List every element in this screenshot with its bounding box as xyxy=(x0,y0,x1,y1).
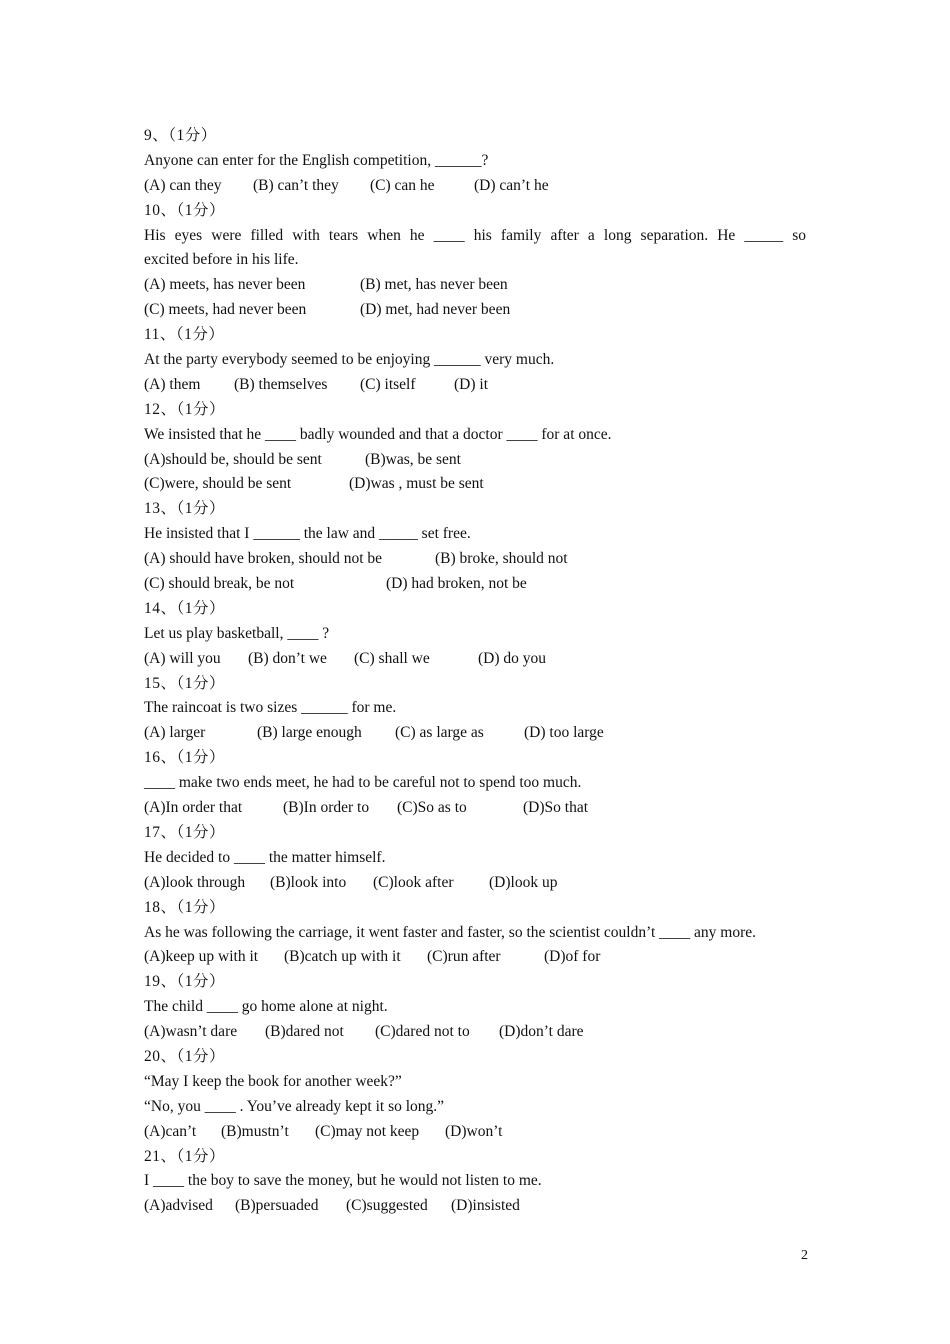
option-row xyxy=(144,1120,806,1145)
option-row xyxy=(144,547,806,572)
option-row xyxy=(144,647,806,672)
question-header: 15、（1分） xyxy=(144,674,226,692)
answer-option: (A) should have broken, should not be xyxy=(144,550,383,568)
option-row xyxy=(144,448,806,473)
answer-option: (C) should break, be not xyxy=(144,575,295,593)
answer-option: (A)wasn’t dare xyxy=(144,1023,238,1041)
page-number: 2 xyxy=(801,1248,808,1263)
answer-option: (A)can’t xyxy=(144,1122,197,1140)
option-row xyxy=(144,472,806,497)
answer-option: (C) as large as xyxy=(395,724,484,742)
question-item xyxy=(144,1045,806,1145)
answer-option: (A)In order that xyxy=(144,799,243,817)
answer-option: (D) can’t he xyxy=(474,176,549,194)
option-row xyxy=(144,298,806,323)
answer-option: (C)dared not to xyxy=(375,1023,470,1041)
question-stem: “No, you ____ . You’ve already kept it so long.” xyxy=(144,1097,445,1115)
answer-option: (D) too large xyxy=(524,724,604,742)
answer-option: (C)suggested xyxy=(346,1197,428,1215)
answer-option: (B) don’t we xyxy=(248,649,327,667)
answer-option: (C)look after xyxy=(373,873,454,891)
question-stem: His eyes were filled with tears when he ____ his family after a long separation. He _____ so xyxy=(144,226,806,244)
question-stem: excited before in his life. xyxy=(144,251,299,269)
answer-option: (A) can they xyxy=(144,176,222,194)
answer-option: (C)So as to xyxy=(397,799,467,817)
answer-option: (D)So that xyxy=(523,799,589,817)
question-stem: We insisted that he ____ badly wounded and that a doctor ____ for at once. xyxy=(144,425,612,443)
question-stem: “May I keep the book for another week?” xyxy=(144,1072,402,1090)
answer-option: (D)don’t dare xyxy=(499,1023,584,1041)
question-stem: At the party everybody seemed to be enjoying ______ very much. xyxy=(144,351,555,369)
question-item xyxy=(144,1145,806,1220)
question-item xyxy=(144,821,806,896)
question-item xyxy=(144,124,806,199)
question-stem: Anyone can enter for the English competition, ______? xyxy=(144,151,489,169)
answer-option: (B) can’t they xyxy=(253,176,339,194)
question-header: 11、（1分） xyxy=(144,326,225,344)
option-row xyxy=(144,721,806,746)
answer-option: (A) them xyxy=(144,375,201,393)
question-item xyxy=(144,672,806,747)
question-stem: He decided to ____ the matter himself. xyxy=(144,848,386,866)
answer-option: (B)look into xyxy=(270,873,347,891)
question-item xyxy=(144,970,806,1045)
question-stem: ____ make two ends meet, he had to be careful not to spend too much. xyxy=(144,774,582,792)
answer-option: (B)was, be sent xyxy=(365,450,461,468)
option-row xyxy=(144,1194,806,1219)
option-row xyxy=(144,572,806,597)
option-row xyxy=(144,945,806,970)
answer-option: (D)insisted xyxy=(451,1197,520,1215)
answer-option: (A) larger xyxy=(144,724,206,742)
answer-option: (B) large enough xyxy=(257,724,362,742)
answer-option: (A)keep up with it xyxy=(144,948,259,966)
option-row xyxy=(144,871,806,896)
question-stem: The child ____ go home alone at night. xyxy=(144,998,388,1016)
question-item xyxy=(144,746,806,821)
answer-option: (B) themselves xyxy=(234,375,328,393)
question-header: 12、（1分） xyxy=(144,400,226,418)
question-stem: The raincoat is two sizes ______ for me. xyxy=(144,699,397,717)
question-header: 20、（1分） xyxy=(144,1047,226,1065)
answer-option: (A) meets, has never been xyxy=(144,276,306,294)
answer-option: (D)of for xyxy=(544,948,601,966)
answer-option: (B)persuaded xyxy=(235,1197,319,1215)
answer-option: (A)look through xyxy=(144,873,246,891)
answer-option: (A) will you xyxy=(144,649,221,667)
question-header: 9、（1分） xyxy=(144,127,217,144)
answer-option: (C) can he xyxy=(370,176,435,194)
answer-option: (D) met, had never been xyxy=(360,301,511,319)
answer-option: (B)mustn’t xyxy=(221,1122,289,1140)
question-item xyxy=(144,199,806,323)
answer-option: (B) broke, should not xyxy=(435,550,568,568)
option-row xyxy=(144,796,806,821)
question-stem: Let us play basketball, ____ ? xyxy=(144,624,330,642)
answer-option: (C) meets, had never been xyxy=(144,301,307,319)
answer-option: (C) itself xyxy=(360,375,416,393)
question-header: 16、（1分） xyxy=(144,749,226,767)
answer-option: (D)won’t xyxy=(445,1122,503,1140)
option-row xyxy=(144,273,806,298)
answer-option: (D) it xyxy=(454,375,489,393)
answer-option: (B)catch up with it xyxy=(284,948,401,966)
answer-option: (C)were, should be sent xyxy=(144,475,292,493)
question-list xyxy=(144,124,806,1219)
answer-option: (A)should be, should be sent xyxy=(144,450,322,468)
question-item xyxy=(144,398,806,498)
option-row xyxy=(144,1020,806,1045)
question-stem: I ____ the boy to save the money, but he would not listen to me. xyxy=(144,1172,542,1190)
answer-option: (B) met, has never been xyxy=(360,276,508,294)
question-header: 18、（1分） xyxy=(144,898,226,916)
question-header: 21、（1分） xyxy=(144,1147,226,1165)
question-item xyxy=(144,896,806,971)
question-header: 14、（1分） xyxy=(144,599,226,617)
answer-option: (B)In order to xyxy=(283,799,370,817)
question-header: 19、（1分） xyxy=(144,973,226,991)
answer-option: (D) had broken, not be xyxy=(386,575,527,593)
question-stem: He insisted that I ______ the law and _____ set free. xyxy=(144,525,471,543)
question-item xyxy=(144,323,806,398)
answer-option: (C) shall we xyxy=(354,649,430,667)
question-item xyxy=(144,597,806,672)
answer-option: (D)was , must be sent xyxy=(349,475,484,493)
answer-option: (B)dared not xyxy=(265,1023,344,1041)
answer-option: (A)advised xyxy=(144,1197,213,1215)
question-stem: As he was following the carriage, it went faster and faster, so the scientist couldn’t ____ any more. xyxy=(144,923,757,941)
answer-option: (C)may not keep xyxy=(315,1122,420,1140)
option-row xyxy=(144,373,806,398)
answer-option: (C)run after xyxy=(427,948,501,966)
question-item xyxy=(144,497,806,597)
answer-option: (D)look up xyxy=(489,873,558,891)
option-row xyxy=(144,174,806,199)
question-header: 10、（1分） xyxy=(144,201,226,219)
question-header: 13、（1分） xyxy=(144,500,226,518)
question-header: 17、（1分） xyxy=(144,823,226,841)
answer-option: (D) do you xyxy=(478,649,547,667)
